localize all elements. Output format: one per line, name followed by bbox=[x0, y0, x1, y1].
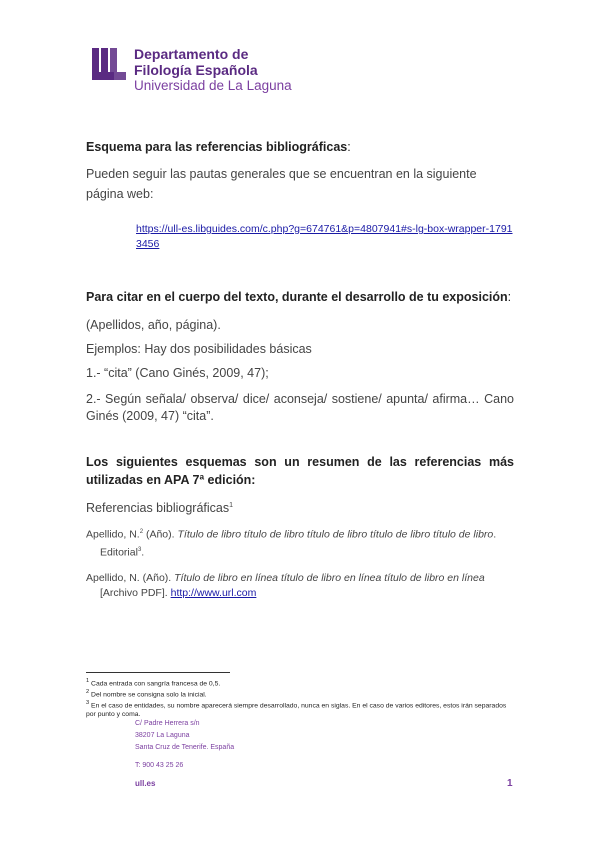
section1-heading bbox=[86, 140, 514, 154]
university-name: Universidad de La Laguna bbox=[134, 78, 292, 93]
address-city: Santa Cruz de Tenerife. España bbox=[135, 744, 235, 751]
example-2: 2.- Según señala/ observa/ dice/ aconseja/ sostiene/ apunta/ afirma… Cano Ginés (2009, 47) “cita”. bbox=[86, 392, 514, 423]
footnote-ref-2: 2 bbox=[139, 529, 144, 535]
footnote-1 bbox=[86, 677, 220, 688]
examples-intro: Ejemplos: Hay dos posibilidades básicas bbox=[86, 342, 312, 356]
ref1-publisher: . Editorial bbox=[100, 528, 497, 558]
footer-site: ull.es bbox=[135, 779, 156, 788]
example-1: 1.- “cita” (Cano Ginés, 2009, 47); bbox=[86, 366, 269, 380]
document-body bbox=[86, 140, 514, 601]
ull-logo-icon bbox=[92, 48, 126, 80]
section2-title: Para citar en el cuerpo del texto, durante el desarrollo de tu exposición bbox=[86, 290, 508, 304]
department-logo bbox=[92, 46, 292, 96]
ref1-title: Título de libro título de libro título de libro título de libro título de libro bbox=[177, 528, 494, 541]
dept-name-line1: Departamento de bbox=[134, 46, 249, 62]
section1-intro: Pueden seguir las pautas generales que se encuentran en la siguiente página web: bbox=[86, 167, 477, 201]
footnote-divider bbox=[86, 672, 230, 673]
section1-title-suffix: : bbox=[347, 140, 351, 154]
footnote-3-number: 3 bbox=[86, 700, 90, 706]
footnote-3 bbox=[86, 699, 516, 719]
ref2-format: [Archivo PDF]. bbox=[100, 587, 171, 599]
footnote-2 bbox=[86, 688, 207, 699]
footnote-ref-1: 1 bbox=[229, 501, 234, 509]
footnote-1-number: 1 bbox=[86, 678, 90, 684]
address-street: C/ Padre Herrera s/n bbox=[135, 720, 200, 727]
reference-entry-2 bbox=[86, 571, 514, 601]
dept-name-line2: Filología Española bbox=[134, 62, 258, 78]
address-postal: 38207 La Laguna bbox=[135, 732, 190, 739]
footnote-3-text: En el caso de entidades, su nombre aparecerá siempre desarrollado, nunca en siglas. En el caso de varios editores, estos irán separados por punto y coma. bbox=[86, 702, 507, 719]
ref2-title: Título de libro en línea título de libro en línea título de libro en línea bbox=[174, 572, 485, 584]
section1-title: Esquema para las referencias bibliográficas bbox=[86, 140, 348, 154]
footnote-ref-3: 3 bbox=[137, 546, 142, 553]
section3-heading: Los siguientes esquemas son un resumen de las referencias más utilizadas en APA 7ª edición: bbox=[86, 455, 514, 487]
footnote-2-text: Del nombre se consigna solo la inicial. bbox=[89, 691, 207, 699]
ref1-year: (Año). bbox=[143, 528, 178, 541]
ref2-author: Apellido, N. (Año). bbox=[86, 572, 175, 584]
ref2-url-link[interactable]: http://www.url.com bbox=[170, 587, 257, 599]
page-number: 1 bbox=[507, 778, 513, 789]
section2-heading bbox=[86, 288, 514, 306]
section2-title-suffix: : bbox=[507, 290, 512, 304]
references-subtitle bbox=[86, 501, 514, 515]
references-subtitle-text: Referencias bibliográficas bbox=[86, 501, 230, 515]
footnote-1-text: Cada entrada con sangría francesa de 0,5. bbox=[89, 680, 221, 688]
libguides-link[interactable]: https://ull-es.libguides.com/c.php?g=674761&p=4807941#s-lg-box-wrapper-17913456 bbox=[136, 223, 513, 250]
reference-entry-1 bbox=[86, 525, 514, 560]
department-address bbox=[135, 718, 234, 772]
ref1-author: Apellido, N. bbox=[86, 528, 140, 541]
address-phone: T: 900 43 25 26 bbox=[135, 762, 184, 769]
citation-format: (Apellidos, año, página). bbox=[86, 318, 221, 332]
footnote-2-number: 2 bbox=[86, 689, 90, 695]
ref1-end: . bbox=[141, 546, 145, 558]
